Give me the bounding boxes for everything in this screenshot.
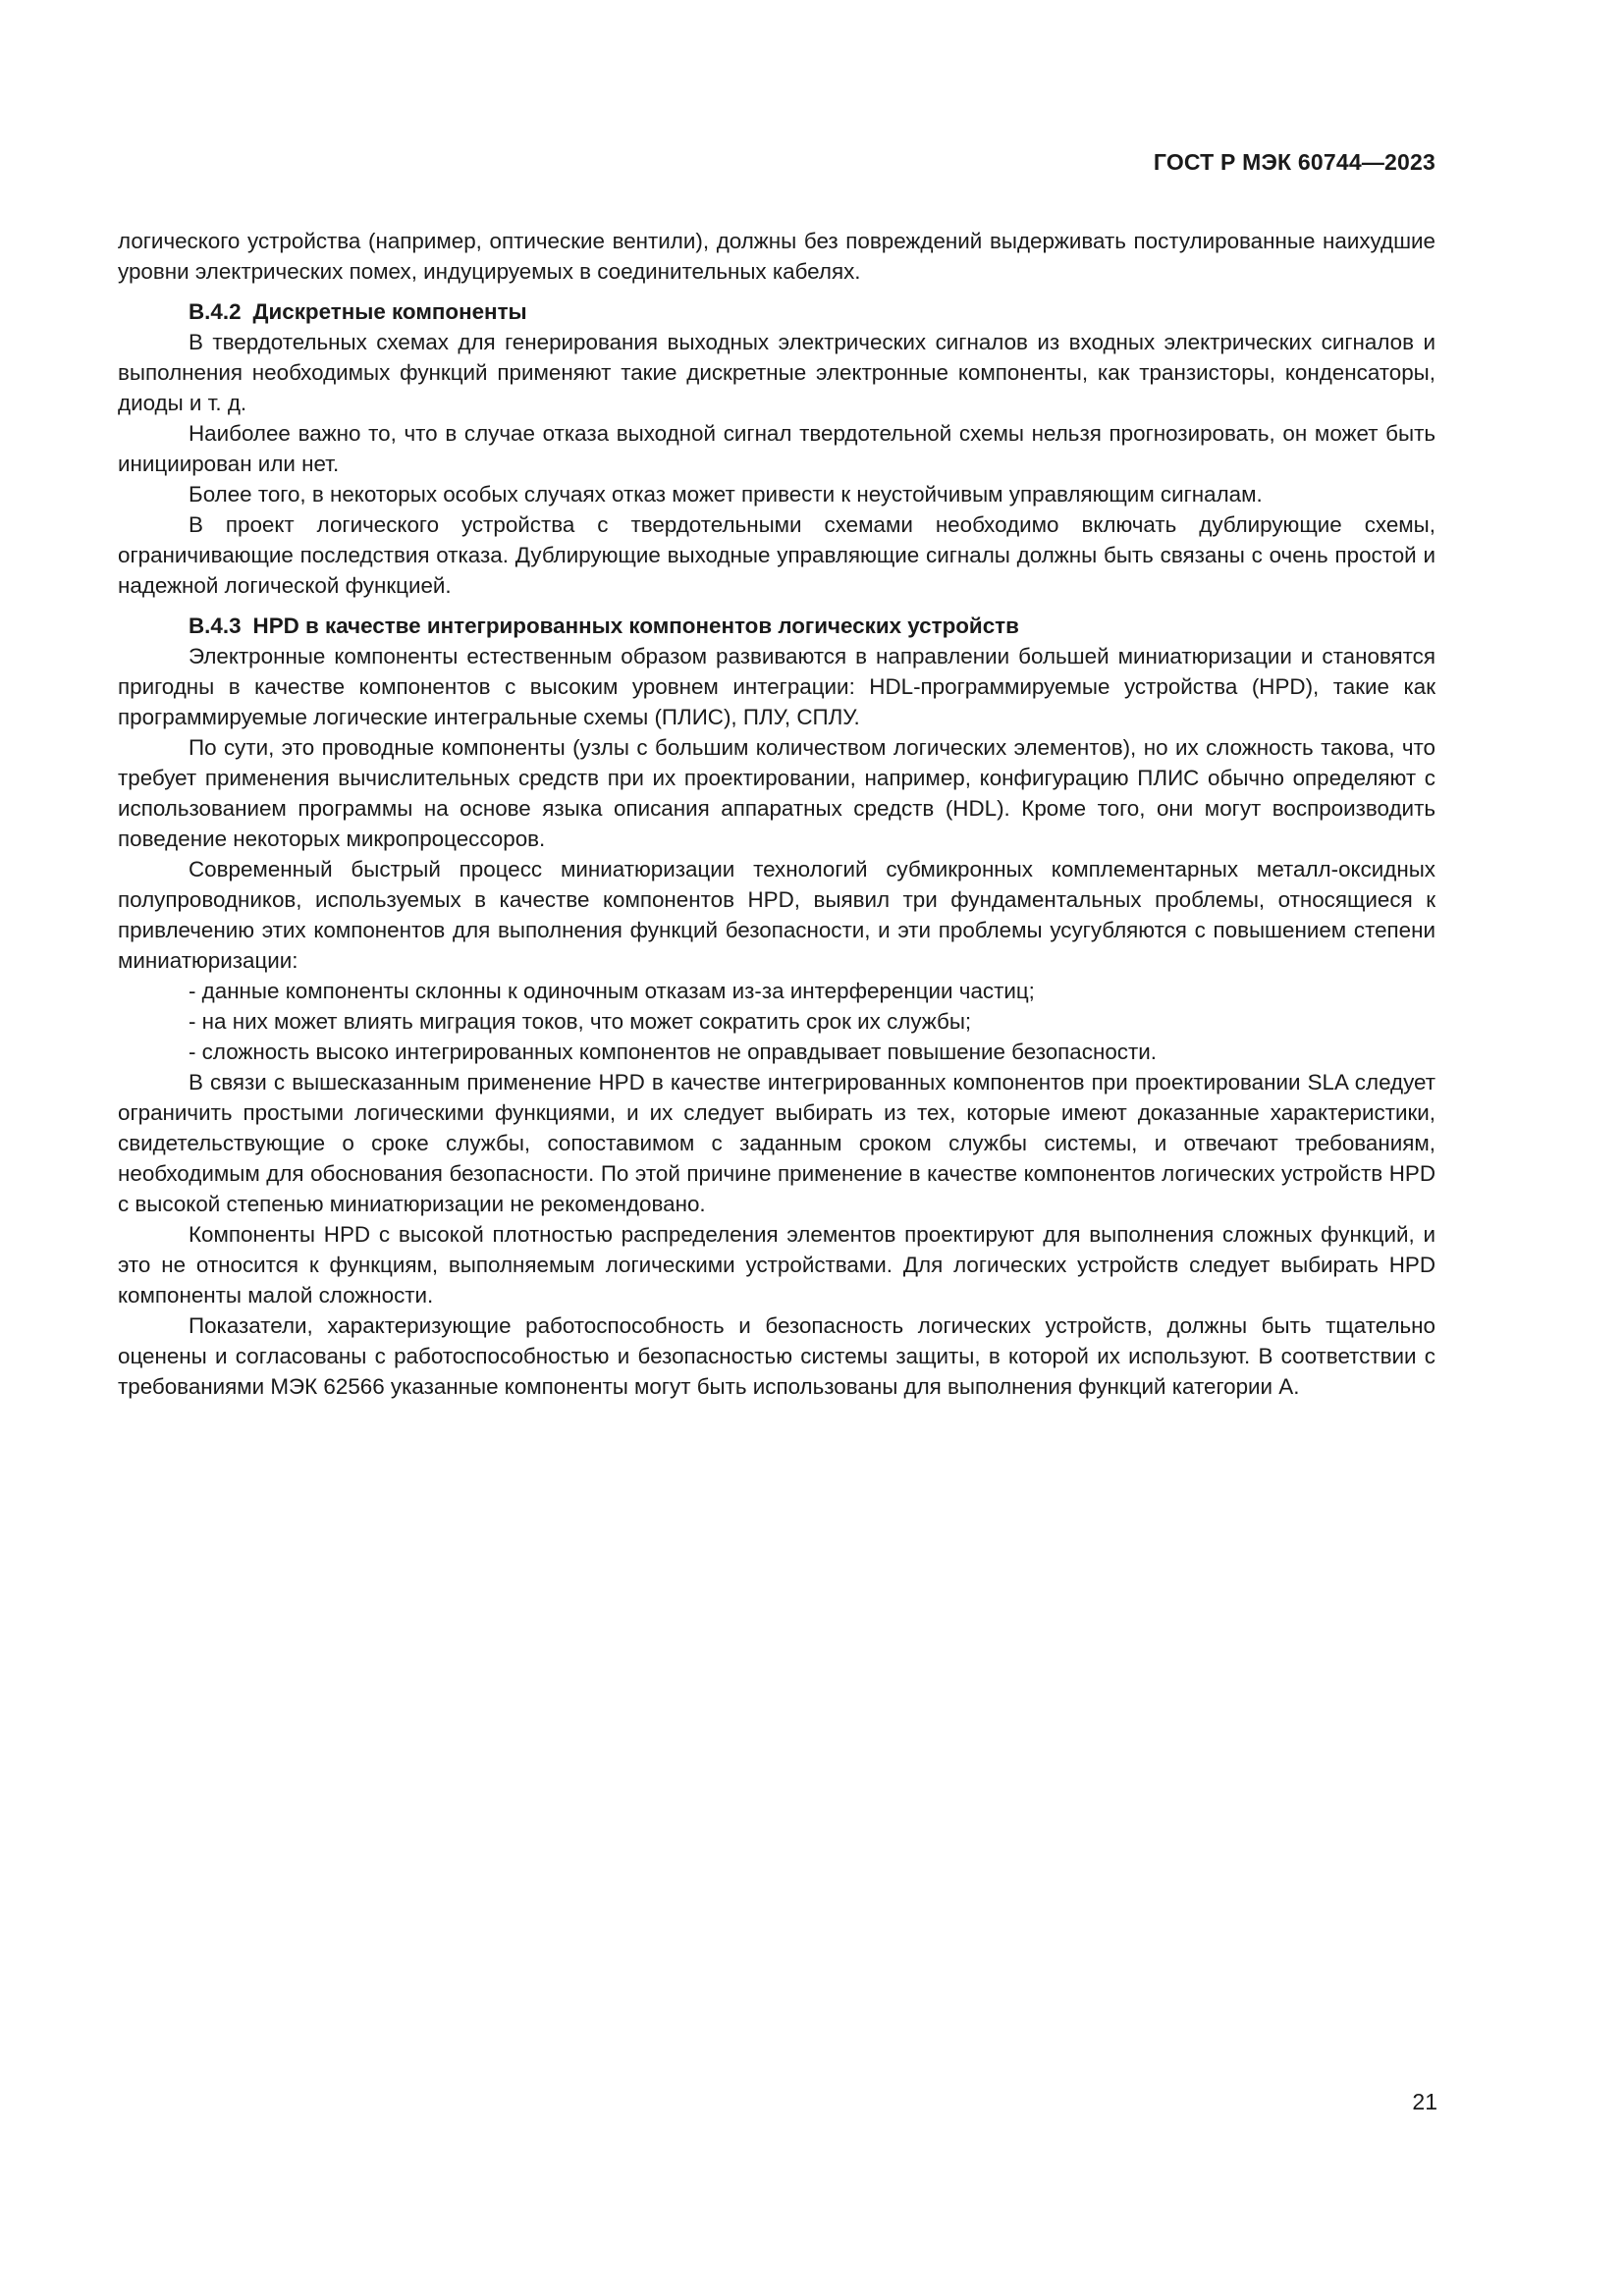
section-number: B.4.3 (189, 614, 242, 638)
section-heading (118, 296, 1435, 327)
paragraph: Электронные компоненты естественным образом развиваются в направлении большей миниатюризации и становятся пригодны в качестве компонентов с высоким уровнем интеграции: HDL-программируемые устройства (HPD), такие как программируемые логические интегральные схемы (ПЛИС), ПЛУ, СПЛУ. (118, 644, 1435, 729)
section-title: HPD в качестве интегрированных компонентов логических устройств (252, 614, 1019, 638)
page-number: 21 (1412, 2089, 1437, 2114)
paragraph: Показатели, характеризующие работоспособность и безопасность логических устройств, должны быть тщательно оценены и согласованы с работоспособностью и безопасностью системы защиты, в которой их используют. В соответствии с требованиями МЭК 62566 указанные компоненты могут быть использованы для выполнения функций категории А. (118, 1313, 1435, 1399)
section-number: B.4.2 (189, 299, 242, 324)
list-item: - данные компоненты склонны к одиночным отказам из-за интерференции частиц; (189, 979, 1035, 1003)
paragraph: Компоненты HPD с высокой плотностью распределения элементов проектируют для выполнения сложных функций, и это не относится к функциям, выполняемым логическими устройствами. Для логических устройств следует выбирать HPD компоненты малой сложности. (118, 1222, 1435, 1308)
section-b42 (118, 296, 1435, 601)
section-b43 (118, 611, 1435, 1402)
list-item: - на них может влиять миграция токов, что может сократить срок их службы; (189, 1009, 972, 1034)
problem-list (118, 976, 1435, 1067)
list-item: - сложность высоко интегрированных компонентов не оправдывает повышение безопасности. (189, 1040, 1157, 1064)
document-identifier: ГОСТ Р МЭК 60744—2023 (1153, 149, 1435, 175)
paragraph: По сути, это проводные компоненты (узлы с большим количеством логических элементов), но их сложность такова, что требует применения вычислительных средств при их проектировании, например, конфигурацию ПЛИС обычно определяют с использованием программы на основе языка описания аппаратных средств (HDL). Кроме того, они могут воспроизводить поведение некоторых микропроцессоров. (118, 735, 1435, 851)
document-body (118, 226, 1435, 1402)
paragraph: В проект логического устройства с твердотельными схемами необходимо включать дублирующие схемы, ограничивающие последствия отказа. Дублирующие выходные управляющие сигналы должны быть связаны с очень простой и надежной логической функцией. (118, 512, 1435, 598)
paragraph: Наиболее важно то, что в случае отказа выходной сигнал твердотельной схемы нельзя прогнозировать, он может быть инициирован или нет. (118, 421, 1435, 476)
intro-paragraph: логического устройства (например, оптические вентили), должны без повреждений выдерживать постулированные наихудшие уровни электрических помех, индуцируемых в соединительных кабелях. (118, 229, 1435, 284)
paragraph: В твердотельных схемах для генерирования выходных электрических сигналов из входных электрических сигналов и выполнения необходимых функций применяют такие дискретные электронные компоненты, как транзисторы, конденсаторы, диоды и т. д. (118, 330, 1435, 415)
paragraph: В связи с вышесказанным применение HPD в качестве интегрированных компонентов при проектировании SLA следует ограничить простыми логическими функциями, и их следует выбирать из тех, которые имеют доказанные характеристики, свидетельствующие о сроке службы, сопоставимом с заданным сроком службы системы, и отвечают требованиям, необходимым для обоснования безопасности. По этой причине применение в качестве компонентов логических устройств HPD с высокой степенью миниатюризации не рекомендовано. (118, 1070, 1435, 1216)
paragraph: Современный быстрый процесс миниатюризации технологий субмикронных комплементарных металл-оксидных полупроводников, используемых в качестве компонентов HPD, выявил три фундаментальных проблемы, относящиеся к привлечению этих компонентов для выполнения функций безопасности, и эти проблемы усугубляются с повышением степени миниатюризации: (118, 857, 1435, 973)
section-heading (118, 611, 1435, 641)
section-title: Дискретные компоненты (252, 299, 527, 324)
paragraph: Более того, в некоторых особых случаях отказ может привести к неустойчивым управляющим сигналам. (189, 482, 1263, 507)
